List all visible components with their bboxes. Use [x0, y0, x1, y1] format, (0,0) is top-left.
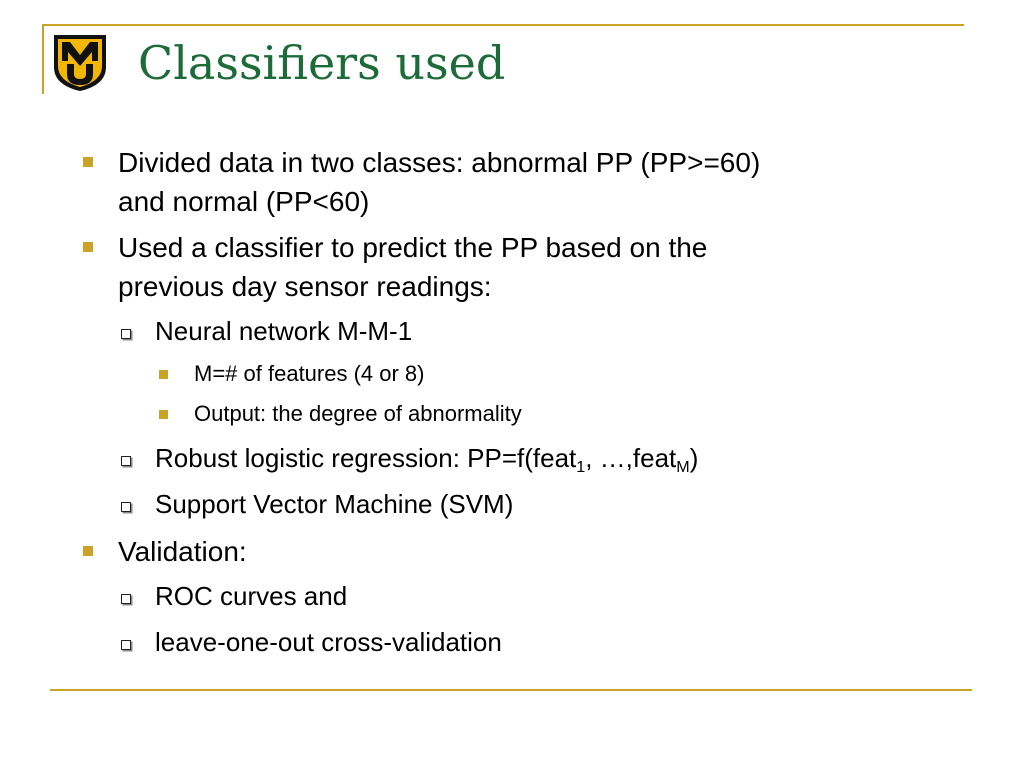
- bullet-line: and normal (PP<60): [118, 186, 370, 217]
- bullet-square-icon: [159, 410, 168, 419]
- bullet-square-icon: [83, 157, 93, 167]
- bullet-line: Used a classifier to predict the PP based on the: [118, 232, 708, 263]
- subbullet-roc-curves: ROC curves and: [155, 581, 348, 611]
- bullet-divided-data: [118, 143, 958, 221]
- subscript-1: 1: [576, 457, 586, 476]
- bullet-square-icon: [159, 370, 168, 379]
- bullet-hollow-square-icon: [121, 329, 131, 339]
- bullet-square-icon: [83, 242, 93, 252]
- bottom-rule: [50, 689, 972, 691]
- bullet-hollow-square-icon: [121, 640, 131, 650]
- bullet-line: Divided data in two classes: abnormal PP (PP>=60): [118, 147, 761, 178]
- logistic-text-mid: , …,feat: [585, 443, 677, 473]
- logistic-text: Robust logistic regression: PP=f(feat: [155, 443, 577, 473]
- bullet-hollow-square-icon: [121, 594, 131, 604]
- bullet-validation: Validation:: [118, 536, 247, 567]
- subbullet-svm: Support Vector Machine (SVM): [155, 489, 514, 519]
- subbullet-logistic-regression: [155, 442, 935, 474]
- subbullet-leave-one-out: leave-one-out cross-validation: [155, 627, 502, 657]
- subbullet-neural-network: Neural network M-M-1: [155, 316, 413, 346]
- bullet-line: previous day sensor readings:: [118, 271, 492, 302]
- subscript-m: M: [676, 457, 690, 476]
- bullet-square-icon: [83, 546, 93, 556]
- bullet-hollow-square-icon: [121, 502, 131, 512]
- subsubbullet-features: M=# of features (4 or 8): [194, 361, 425, 386]
- subsubbullet-output: Output: the degree of abnormality: [194, 401, 522, 426]
- slide-title: Classifiers used: [138, 36, 506, 90]
- bullet-used-classifier: [118, 228, 958, 306]
- bullet-hollow-square-icon: [121, 456, 131, 466]
- logistic-text-end: ): [689, 443, 699, 473]
